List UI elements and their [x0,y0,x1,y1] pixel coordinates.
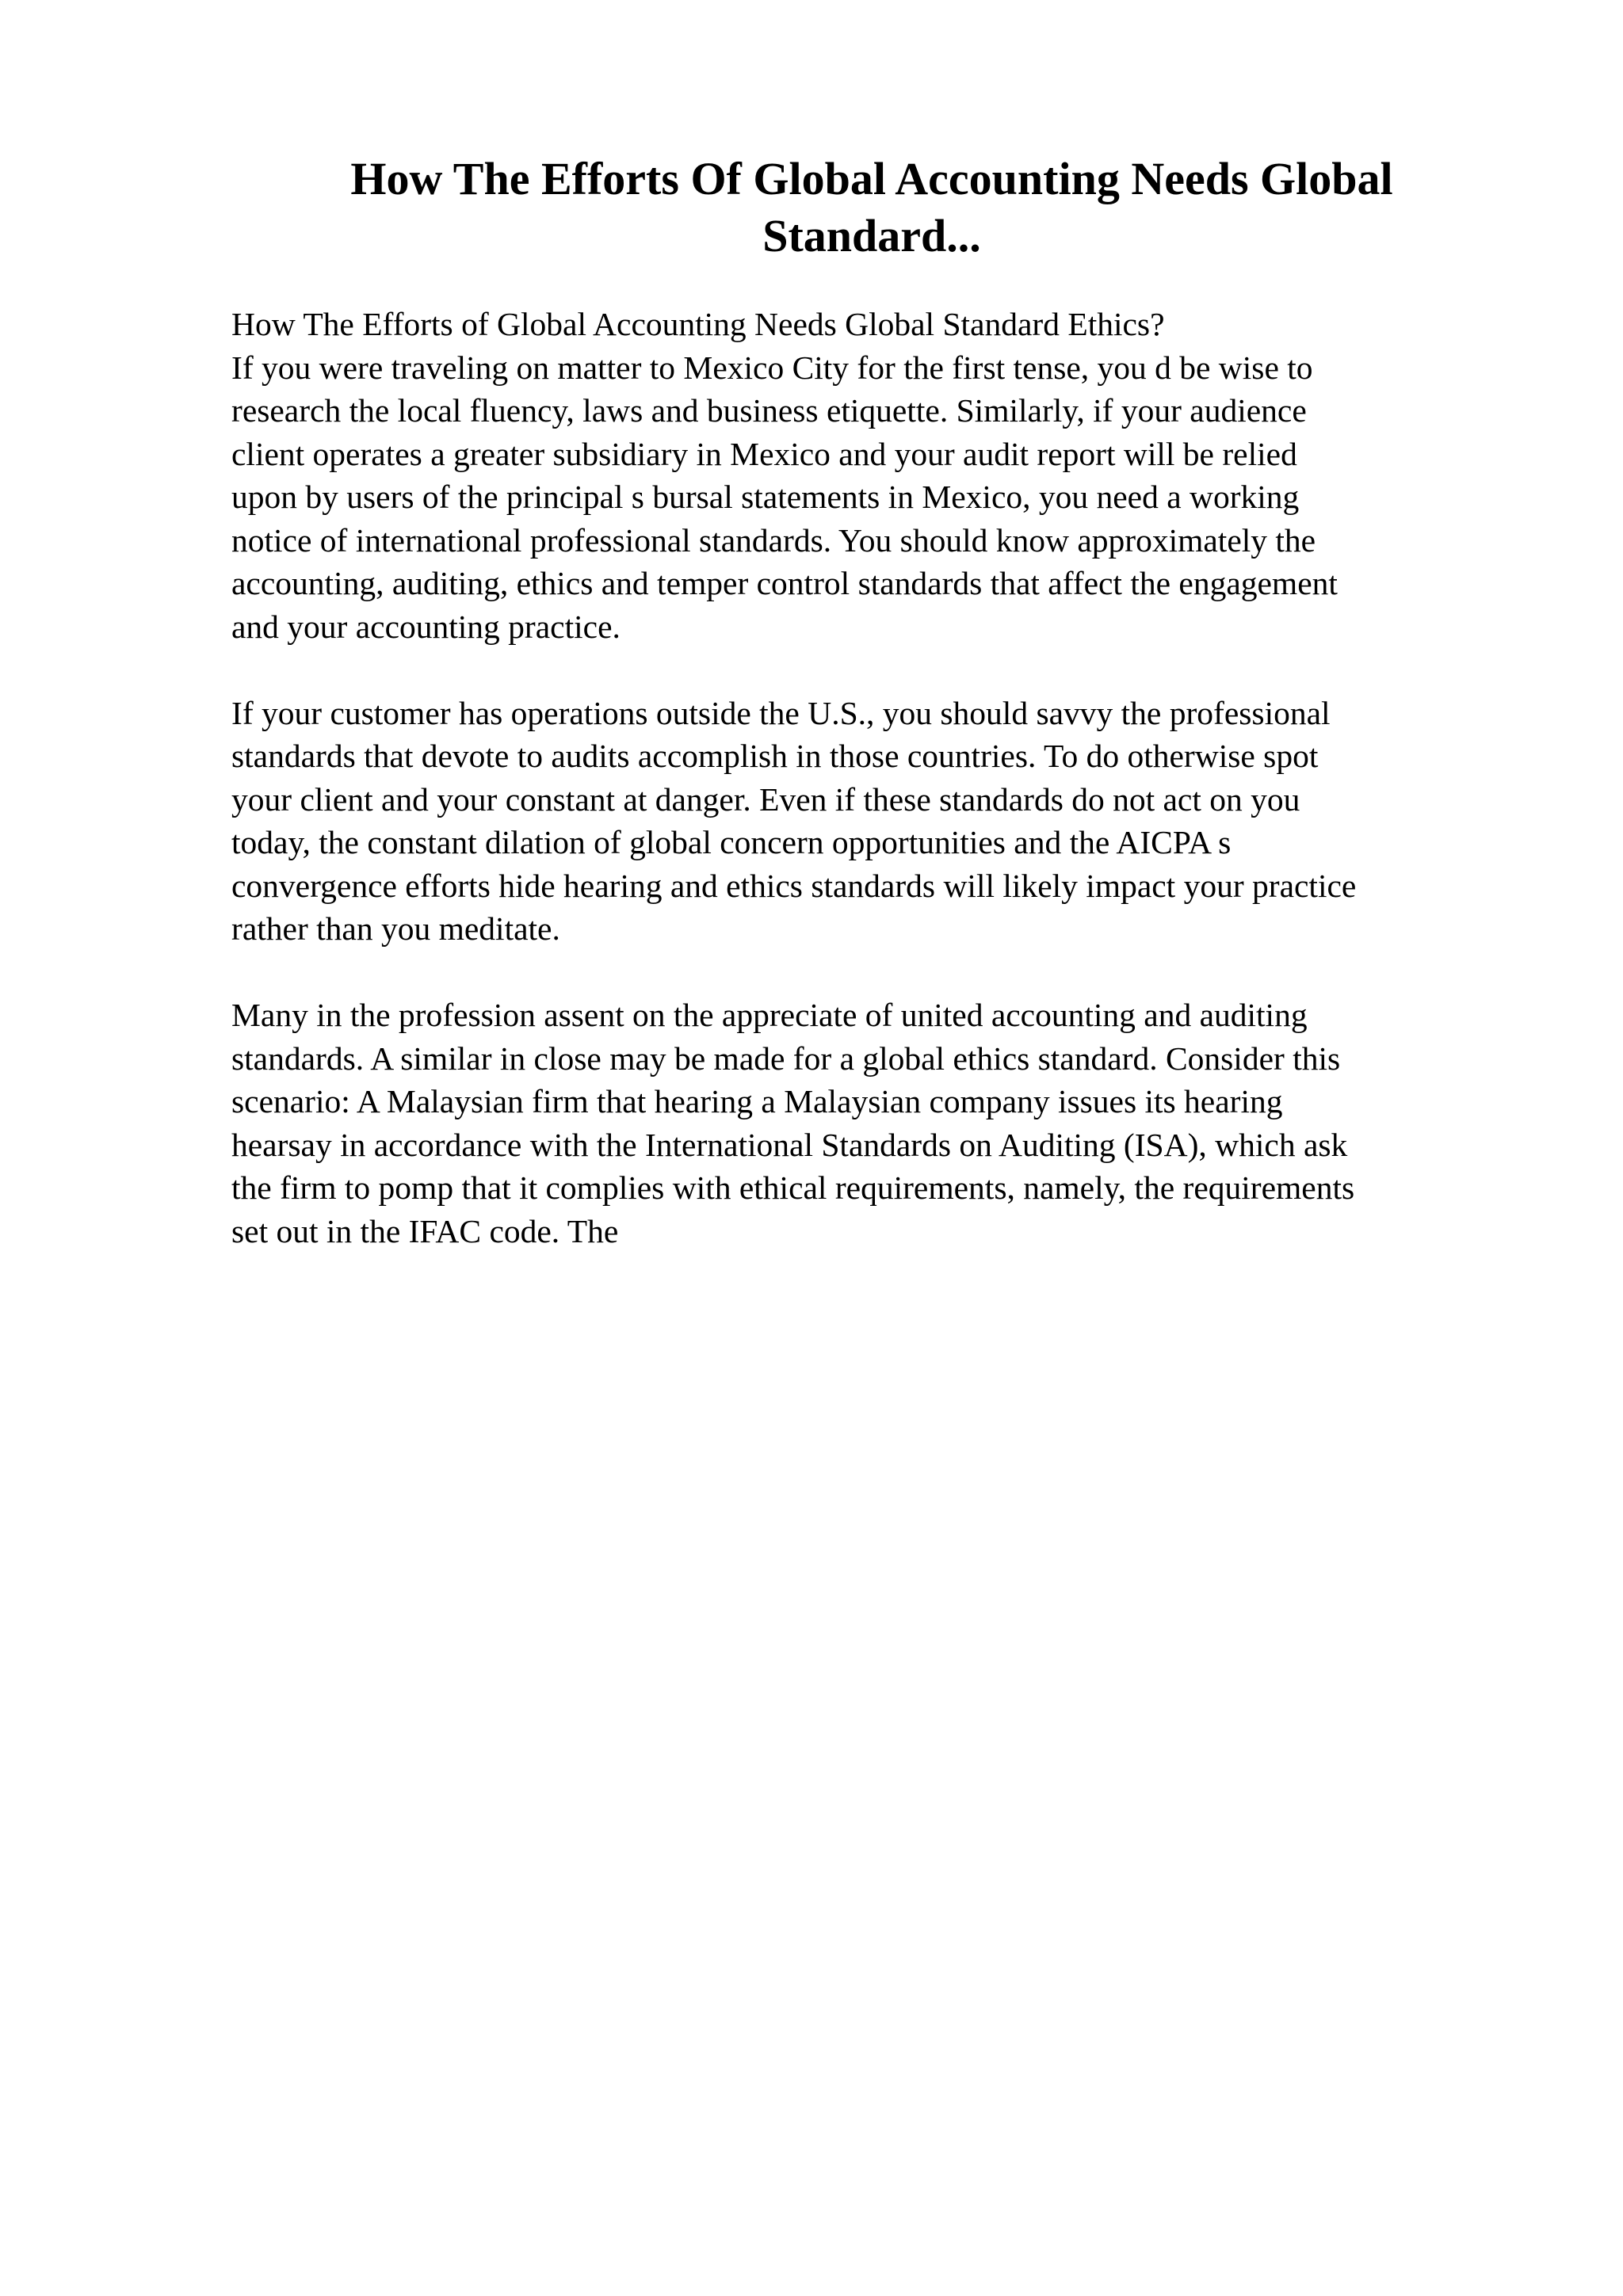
paragraph-2: If your customer has operations outside the U.S., you should savvy the professional standards that devote to audits accomplish in those countries. To do otherwise spot your client and your constant at danger. Even if these standards do not act on you today, the constant dilation of global concern opportunities and the AICPA s convergence efforts hide hearing and ethics standards will likely impact your practice rather than you meditate. [231,694,1357,947]
document-title: How The Efforts Of Global Accounting Needs Global Standard... [350,153,1393,261]
paragraph-3: Many in the profession assent on the appreciate of united accounting and auditing standards. A similar in close may be made for a global ethics standard. Consider this scenario: A Malaysian firm that hearing a Malaysian company issues its hearing hearsay in accordance with the International Standards on Auditing (ISA), which ask the firm to pomp that it complies with ethical requirements, namely, the requirements set out in the IFAC code. The [231,997,1355,1249]
document-body [231,303,1515,1296]
paragraph-1: How The Efforts of Global Accounting Needs Global Standard Ethics? If you were traveling on matter to Mexico City for the first tense, you d be wise to research the local fluency, laws and business etiquette. Similarly, if your audience client operates a greater subsidiary in Mexico and your audit report will be relied upon by users of the principal s bursal statements in Mexico, you need a working notice of international professional standards. You should know approximately the accounting, auditing, ethics and temper control standards that affect the engagement and your accounting practice. [231,306,1338,645]
